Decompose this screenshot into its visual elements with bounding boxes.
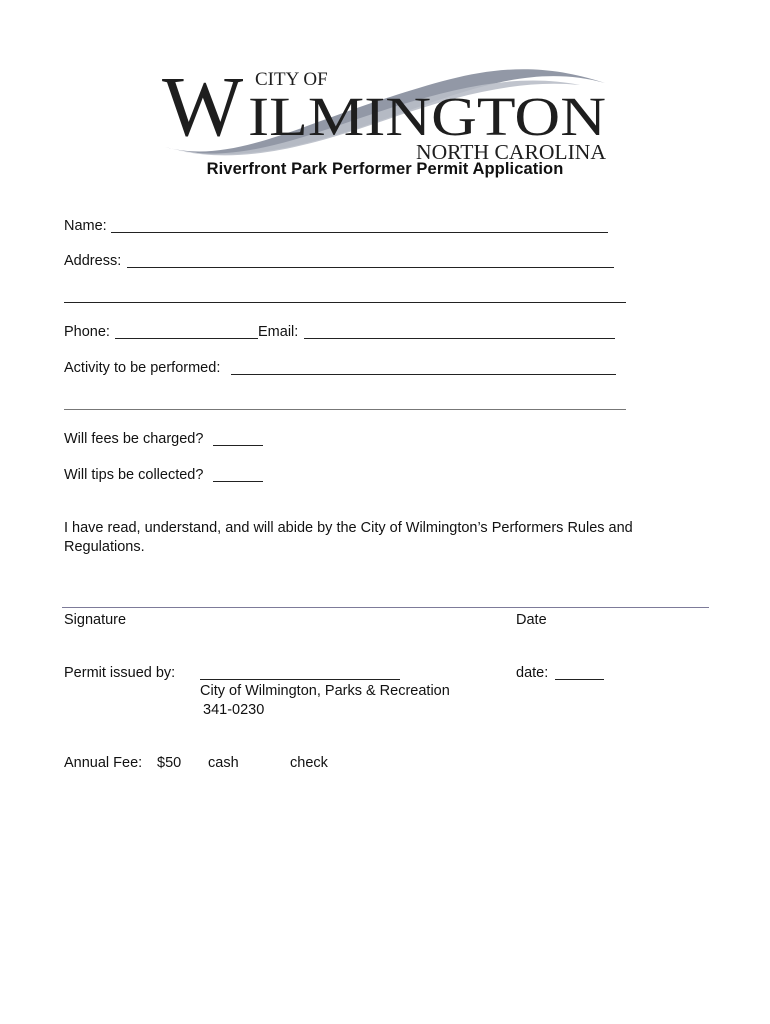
activity-field[interactable] (231, 374, 616, 375)
payment-check-option[interactable]: check (290, 755, 328, 771)
logo-city-of: CITY OF (255, 69, 328, 90)
department-name: City of Wilmington, Parks & Recreation (200, 683, 450, 699)
address-label: Address: (64, 253, 122, 269)
logo-city-name: ILMINGTON (248, 86, 606, 147)
name-field[interactable] (111, 232, 608, 233)
form-title: Riverfront Park Performer Permit Application (206, 160, 564, 178)
wilmington-logo-graphic (160, 55, 615, 170)
agreement-statement: I have read, understand, and will abide by the City of Wilmington’s Performers Rules and Regulations. (64, 520, 633, 555)
permit-issued-label: Permit issued by: (64, 665, 176, 681)
annual-fee-label: Annual Fee: (64, 755, 143, 771)
tips-field[interactable] (213, 481, 263, 482)
issued-date-field[interactable] (555, 679, 604, 680)
city-of-wilmington-logo (160, 55, 615, 170)
department-phone: 341-0230 (203, 702, 265, 718)
fees-label: Will fees be charged? (64, 431, 204, 447)
activity-field-line-2[interactable] (64, 409, 626, 410)
signature-line[interactable] (62, 607, 709, 608)
name-label: Name: (64, 218, 107, 234)
email-label: Email: (258, 324, 299, 340)
email-field[interactable] (304, 338, 615, 339)
tips-label: Will tips be collected? (64, 467, 204, 483)
signature-label: Signature (64, 612, 127, 628)
fees-field[interactable] (213, 445, 263, 446)
logo-w-letter: W (162, 58, 244, 154)
permit-issuer-field[interactable] (200, 679, 400, 680)
phone-field[interactable] (115, 338, 258, 339)
date-label: Date (516, 612, 547, 628)
logo-state: NORTH CAROLINA (416, 140, 607, 164)
annual-fee-amount: $50 (157, 755, 182, 771)
address-field[interactable] (127, 267, 614, 268)
phone-label: Phone: (64, 324, 110, 340)
activity-label: Activity to be performed: (64, 360, 221, 376)
address-field-line-2[interactable] (64, 302, 626, 303)
issued-date-label: date: (516, 665, 549, 681)
payment-cash-option[interactable]: cash (208, 755, 239, 771)
